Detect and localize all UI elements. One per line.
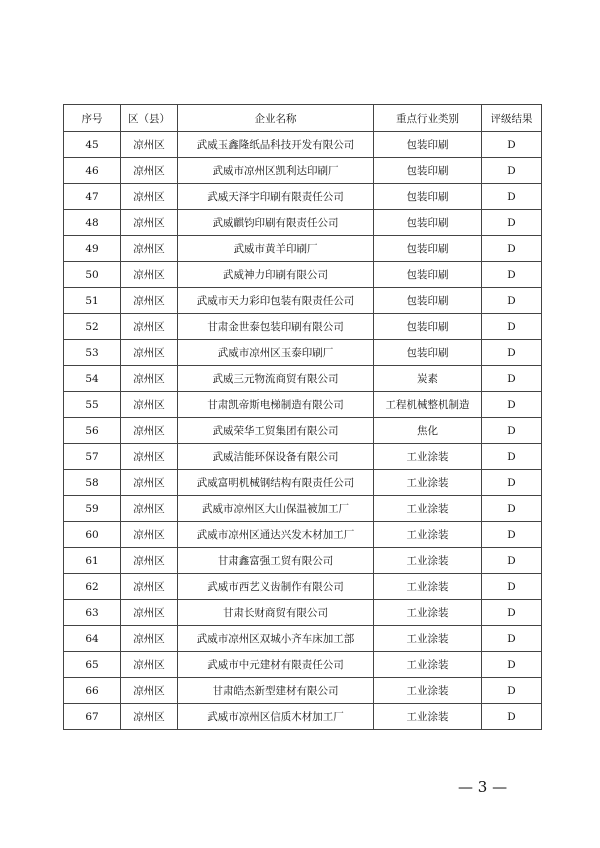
cell-district: 凉州区 [121,340,178,366]
cell-district: 凉州区 [121,158,178,184]
cell-rating: D [482,184,542,210]
table-body [64,132,542,730]
cell-district: 凉州区 [121,626,178,652]
cell-district: 凉州区 [121,444,178,470]
cell-rating: D [482,496,542,522]
cell-rating: D [482,470,542,496]
table-row [64,704,542,730]
cell-company-name: 武威市黄羊印刷厂 [178,236,374,262]
cell-industry: 焦化 [374,418,482,444]
cell-rating: D [482,678,542,704]
cell-index: 52 [64,314,121,340]
cell-company-name: 武威天泽宇印刷有限责任公司 [178,184,374,210]
table-header-row [64,105,542,132]
cell-index: 60 [64,522,121,548]
cell-company-name: 武威荣华工贸集团有限公司 [178,418,374,444]
cell-industry: 工业涂装 [374,704,482,730]
cell-rating: D [482,314,542,340]
cell-rating: D [482,652,542,678]
table-row [64,132,542,158]
page-number: — 3 — [458,778,508,796]
cell-index: 51 [64,288,121,314]
cell-index: 61 [64,548,121,574]
cell-company-name: 武威玉鑫隆纸品科技开发有限公司 [178,132,374,158]
table-row [64,652,542,678]
cell-district: 凉州区 [121,314,178,340]
cell-district: 凉州区 [121,210,178,236]
cell-district: 凉州区 [121,132,178,158]
table-row [64,418,542,444]
cell-company-name: 武威市中元建材有限责任公司 [178,652,374,678]
cell-index: 59 [64,496,121,522]
table-row [64,184,542,210]
cell-district: 凉州区 [121,262,178,288]
cell-rating: D [482,574,542,600]
table-row [64,496,542,522]
cell-company-name: 甘肃鑫富强工贸有限公司 [178,548,374,574]
table-row [64,340,542,366]
cell-index: 57 [64,444,121,470]
table-row [64,314,542,340]
cell-index: 54 [64,366,121,392]
cell-rating: D [482,600,542,626]
cell-district: 凉州区 [121,678,178,704]
cell-industry: 工业涂装 [374,548,482,574]
cell-company-name: 甘肃长财商贸有限公司 [178,600,374,626]
cell-industry: 包装印刷 [374,288,482,314]
cell-index: 64 [64,626,121,652]
cell-rating: D [482,262,542,288]
table-row [64,236,542,262]
cell-index: 56 [64,418,121,444]
cell-industry: 包装印刷 [374,132,482,158]
cell-rating: D [482,392,542,418]
table-row [64,288,542,314]
cell-index: 67 [64,704,121,730]
cell-company-name: 武威市天力彩印包装有限责任公司 [178,288,374,314]
cell-index: 48 [64,210,121,236]
cell-rating: D [482,340,542,366]
cell-district: 凉州区 [121,652,178,678]
cell-industry: 工业涂装 [374,574,482,600]
cell-industry: 工业涂装 [374,652,482,678]
cell-rating: D [482,522,542,548]
cell-company-name: 武威市西艺义齿制作有限公司 [178,574,374,600]
cell-index: 49 [64,236,121,262]
cell-district: 凉州区 [121,366,178,392]
cell-rating: D [482,418,542,444]
header-rating: 评级结果 [482,105,542,132]
table-row [64,158,542,184]
cell-industry: 包装印刷 [374,262,482,288]
cell-company-name: 武威市凉州区玉泰印刷厂 [178,340,374,366]
cell-company-name: 武威市凉州区凯利达印刷厂 [178,158,374,184]
cell-company-name: 武威市凉州区双城小齐车床加工部 [178,626,374,652]
cell-company-name: 甘肃皓杰新型建材有限公司 [178,678,374,704]
table-row [64,626,542,652]
cell-district: 凉州区 [121,184,178,210]
table-row [64,522,542,548]
cell-industry: 工业涂装 [374,470,482,496]
cell-index: 47 [64,184,121,210]
cell-company-name: 甘肃凯帝斯电梯制造有限公司 [178,392,374,418]
cell-rating: D [482,444,542,470]
cell-company-name: 武威富明机械钢结构有限责任公司 [178,470,374,496]
cell-index: 63 [64,600,121,626]
table-row [64,574,542,600]
cell-industry: 包装印刷 [374,340,482,366]
cell-rating: D [482,288,542,314]
cell-company-name: 武威市凉州区通达兴发木材加工厂 [178,522,374,548]
cell-rating: D [482,236,542,262]
cell-index: 45 [64,132,121,158]
table-row [64,470,542,496]
cell-district: 凉州区 [121,288,178,314]
cell-district: 凉州区 [121,418,178,444]
cell-index: 55 [64,392,121,418]
header-industry: 重点行业类别 [374,105,482,132]
cell-company-name: 武威麒钧印刷有限责任公司 [178,210,374,236]
cell-industry: 包装印刷 [374,158,482,184]
cell-rating: D [482,158,542,184]
header-index: 序号 [64,105,121,132]
cell-rating: D [482,548,542,574]
cell-industry: 包装印刷 [374,184,482,210]
cell-industry: 工业涂装 [374,600,482,626]
header-district: 区（县） [121,105,178,132]
cell-index: 65 [64,652,121,678]
table-row [64,444,542,470]
cell-industry: 包装印刷 [374,314,482,340]
cell-index: 46 [64,158,121,184]
cell-industry: 工业涂装 [374,444,482,470]
table-row [64,600,542,626]
table-row [64,210,542,236]
cell-district: 凉州区 [121,236,178,262]
cell-index: 53 [64,340,121,366]
table-row [64,392,542,418]
table-row [64,262,542,288]
cell-industry: 工程机械整机制造 [374,392,482,418]
cell-industry: 工业涂装 [374,522,482,548]
cell-industry: 炭素 [374,366,482,392]
cell-index: 66 [64,678,121,704]
cell-company-name: 武威洁能环保设备有限公司 [178,444,374,470]
cell-rating: D [482,366,542,392]
cell-company-name: 武威市凉州区信质木材加工厂 [178,704,374,730]
cell-industry: 工业涂装 [374,678,482,704]
cell-company-name: 甘肃金世泰包装印刷有限公司 [178,314,374,340]
header-company-name: 企业名称 [178,105,374,132]
enterprise-rating-table [63,104,542,730]
cell-rating: D [482,626,542,652]
table-row [64,548,542,574]
cell-company-name: 武威市凉州区大山保温被加工厂 [178,496,374,522]
cell-index: 62 [64,574,121,600]
cell-district: 凉州区 [121,496,178,522]
cell-company-name: 武威三元物流商贸有限公司 [178,366,374,392]
cell-district: 凉州区 [121,574,178,600]
cell-district: 凉州区 [121,704,178,730]
cell-index: 58 [64,470,121,496]
table-row [64,366,542,392]
cell-district: 凉州区 [121,392,178,418]
cell-index: 50 [64,262,121,288]
table-row [64,678,542,704]
cell-industry: 包装印刷 [374,236,482,262]
cell-rating: D [482,704,542,730]
cell-industry: 包装印刷 [374,210,482,236]
cell-district: 凉州区 [121,600,178,626]
cell-industry: 工业涂装 [374,496,482,522]
cell-rating: D [482,210,542,236]
cell-industry: 工业涂装 [374,626,482,652]
cell-company-name: 武威神力印刷有限公司 [178,262,374,288]
cell-district: 凉州区 [121,548,178,574]
cell-rating: D [482,132,542,158]
cell-district: 凉州区 [121,470,178,496]
cell-district: 凉州区 [121,522,178,548]
